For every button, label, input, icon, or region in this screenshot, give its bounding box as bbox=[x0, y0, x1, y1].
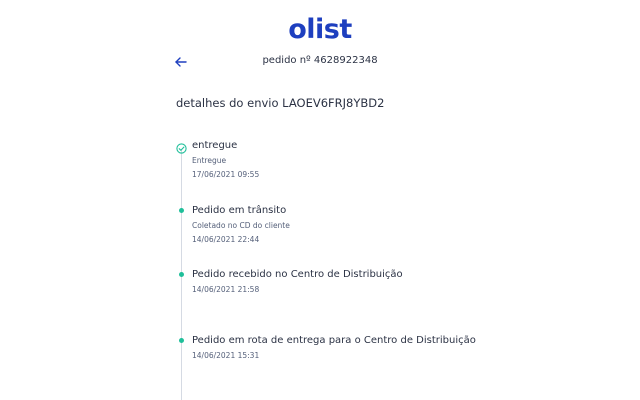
shipment-details-title: detalhes do envio LAOEV6FRJ8YBD2 bbox=[176, 96, 385, 110]
check-circle-icon bbox=[176, 139, 187, 150]
olist-logo: olist bbox=[288, 14, 352, 45]
order-number-title: pedido nº 4628922348 bbox=[262, 55, 378, 66]
event-title: Pedido em rota de entrega para o Centro de Distribuição bbox=[192, 335, 476, 346]
order-header bbox=[0, 54, 640, 72]
event-subtitle: Entregue bbox=[192, 156, 227, 165]
dot-icon bbox=[179, 208, 184, 213]
event-date: 17/06/2021 09:55 bbox=[192, 170, 260, 179]
timeline-event-in-transit bbox=[192, 204, 290, 245]
event-subtitle: Coletado no CD do cliente bbox=[192, 221, 290, 230]
event-date: 14/06/2021 15:31 bbox=[192, 351, 260, 360]
timeline-event-delivered bbox=[192, 139, 259, 180]
event-title: Pedido em trânsito bbox=[192, 205, 287, 216]
event-title: entregue bbox=[192, 140, 238, 151]
dot-icon bbox=[179, 338, 184, 343]
event-date: 14/06/2021 21:58 bbox=[192, 285, 260, 294]
timeline-event-received-dc bbox=[192, 268, 403, 295]
timeline-event-en-route-dc bbox=[192, 334, 476, 361]
event-title: Pedido recebido no Centro de Distribuição bbox=[192, 269, 403, 280]
dot-icon bbox=[179, 272, 184, 277]
event-date: 14/06/2021 22:44 bbox=[192, 235, 260, 244]
